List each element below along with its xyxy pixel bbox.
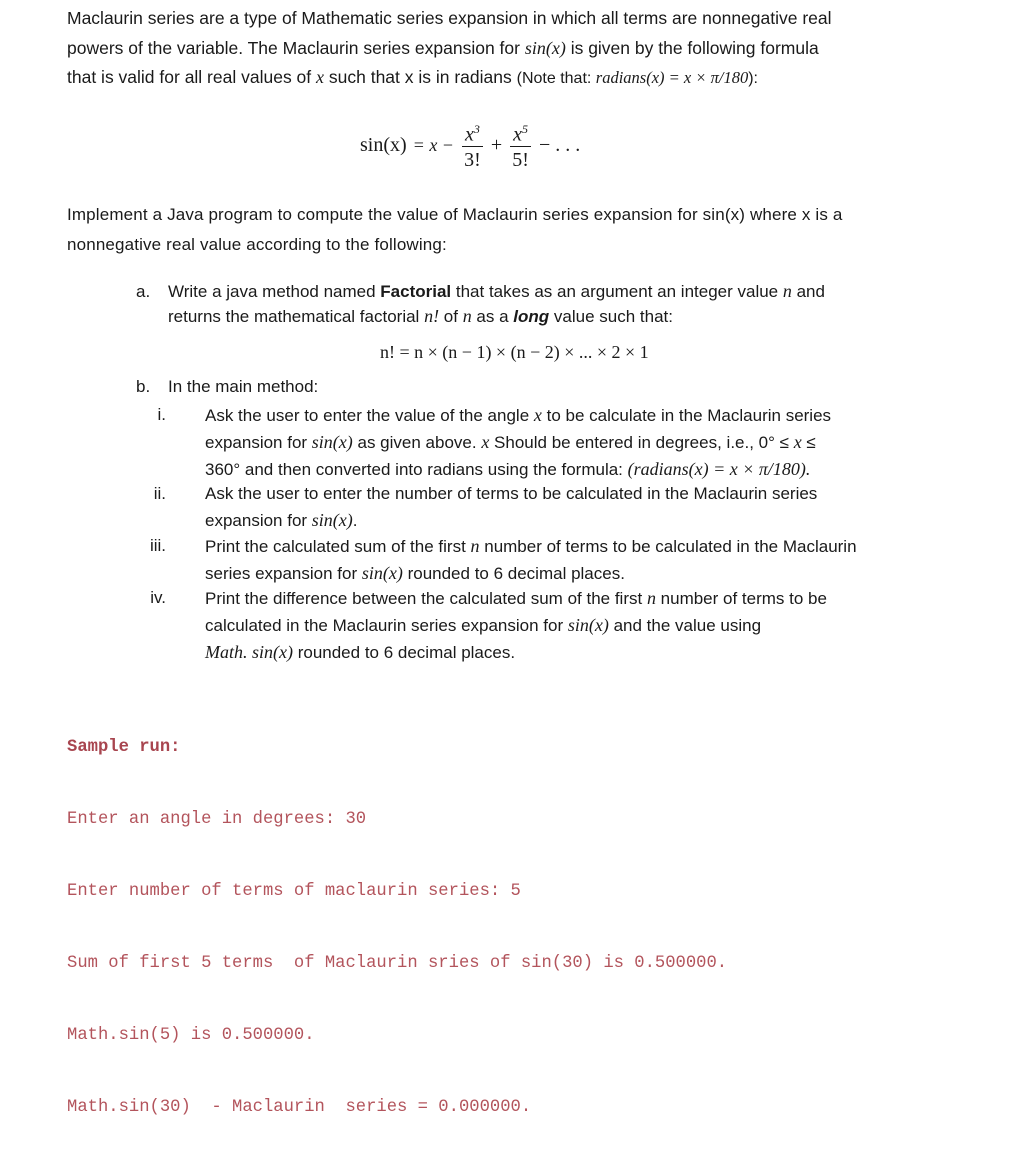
radians-formula: radians(x) = x × π/180 [595, 68, 749, 87]
item-a-label: a. [136, 282, 151, 301]
sample-line: Enter number of terms of maclaurin series: 5 [67, 882, 521, 901]
intro-paragraph [67, 4, 947, 94]
formula-plus: + [490, 133, 503, 156]
implement-paragraph: Implement a Java program to compute the value of Maclaurin series expansion for sin(x) where x is a nonnegative real value according to the following: [67, 205, 843, 254]
formula-tail: − . . . [539, 133, 581, 156]
intro-line-3: that is valid for all real values of x such that x is in radians (Note that: radians(x) = x × π/180): [67, 67, 758, 87]
fraction-x3: $\frac{x^3}{3!}$ [462, 118, 483, 173]
long-keyword: long [513, 307, 550, 326]
sample-line: Math.sin(5) is 0.500000. [67, 1026, 315, 1045]
formula-lhs: sin(x) [360, 133, 407, 156]
sample-run-title: Sample run: [67, 738, 181, 757]
item-b-label: b. [136, 377, 151, 396]
intro-line-2: powers of the variable. The Maclaurin series expansion for sin(x) is given by the following formula [67, 37, 819, 58]
intro-line-1: Maclaurin series are a type of Mathematic series expansion in which all terms are nonnegative real [67, 8, 832, 28]
document-page: Maclaurin series are a type of Mathematic series expansion in which all terms are nonnegative real powers of the variable. The Maclaurin series expansion for sin(x) is given by the following formula that is valid for all real values of x such that x is in radians (Note that: radians(x) = x × π/180): sin(x) = x − $\frac{x^3}{3!}$ + $\frac{x^5}{5!}$ − . . . Implement a Java program to compute the value of Maclaurin series expansion for sin(x) where x is a nonnegative real value according to the following: a. Write a java method named Factorial that takes as an argument an integer value n and returns the mathematical factorial n! of n as a long value such that: n! = n × (n − 1) × (n − 2) × ... × 2 × 1 b. In the main method: i. Ask the user to enter the value of the angle x to be calculate in the Maclaurin series expansion for sin(x) as given above. x Should be entered in degrees, i.e., 0° ≤ x ≤ 360° and then converted into radians using the formula: (radians(x) = x × π/180). ii. Ask the user to enter the number of terms to be calculated in the Maclaurin series expansion for sin(x). iii. Print the calculated sum of the first n number of terms to be calculated in the Maclaurin series expansion for sin(x) rounded to 6 decimal places. iv. Print the difference between the calculated sum of the first n number of terms to be calculated in the Maclaurin series expansion for sin(x) and the value using Math. sin(x) rounded to 6 decimal places. Sample run: Enter an angle in degrees: 30 Enter number of terms of maclaurin series: 5 Sum of first 5 terms of Maclaurin sries of sin(30) is 0.500000. Math.sin(5) is 0.500000. Math.sin(30) - Maclaurin series = 0.000000. [0, 0, 1021, 939]
sample-line: Enter an angle in degrees: 30 [67, 810, 367, 829]
sin-function: sin(x) [524, 37, 566, 58]
sample-line: Sum of first 5 terms of Maclaurin sries of sin(30) is 0.500000. [67, 954, 728, 973]
fraction-x5: $\frac{x^5}{5!}$ [510, 118, 531, 173]
sample-line: Math.sin(30) - Maclaurin series = 0.000000. [67, 1098, 532, 1117]
item-b-heading: In the main method: [168, 377, 319, 396]
sample-run [67, 688, 727, 1168]
maclaurin-formula [360, 110, 580, 180]
factorial-method-name: Factorial [380, 282, 452, 301]
formula-eq: = x − [412, 134, 454, 155]
factorial-formula: n! = n × (n − 1) × (n − 2) × ... × 2 × 1 [380, 342, 649, 362]
